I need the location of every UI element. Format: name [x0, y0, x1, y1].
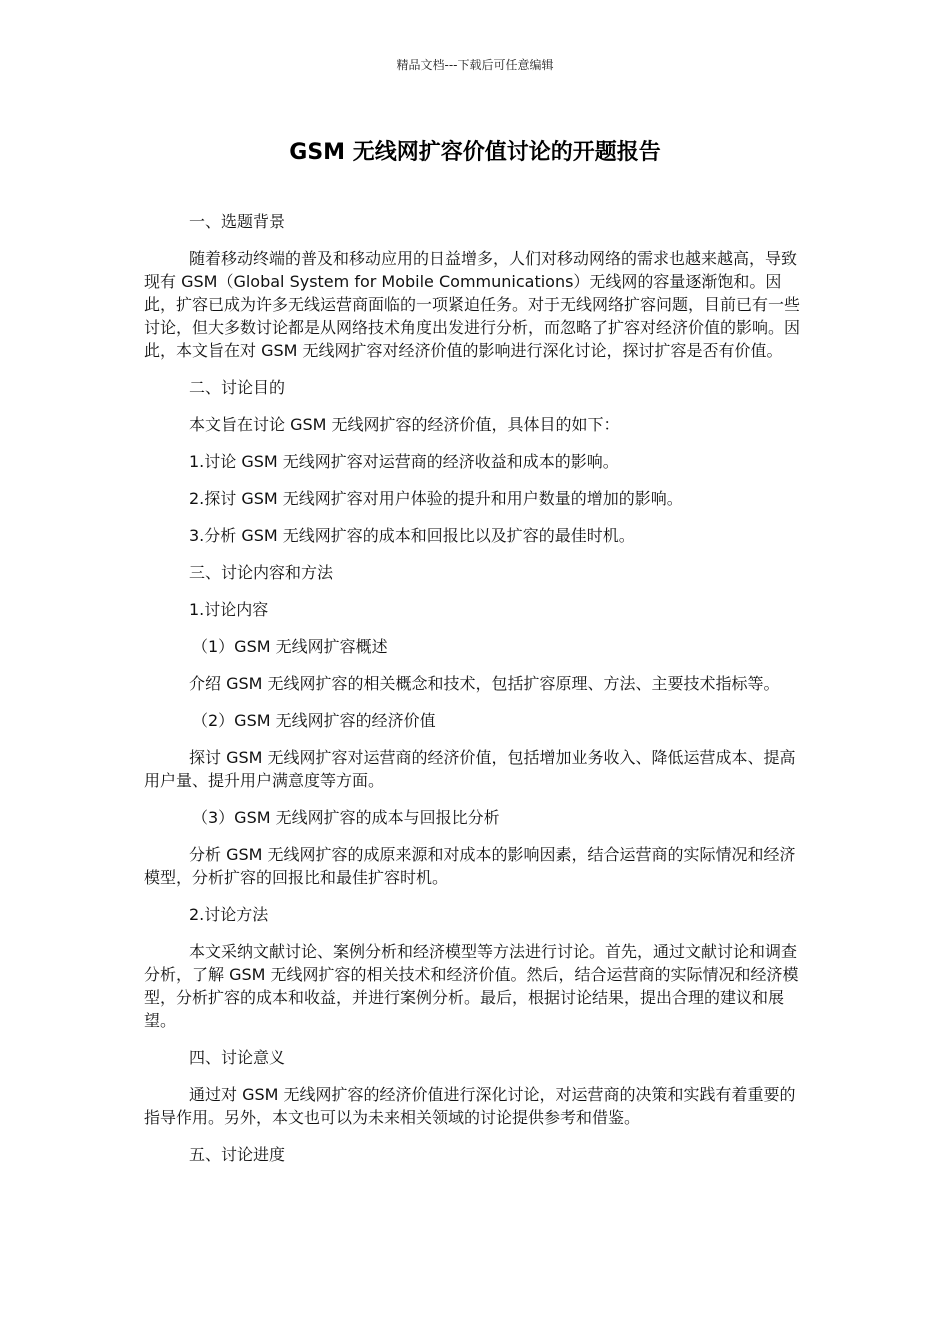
objective-item-3: 3.分析 GSM 无线网扩容的成本和回报比以及扩容的最佳时机。 [189, 526, 635, 545]
section-heading-content-methods: 三、讨论内容和方法 [189, 563, 334, 582]
paragraph-economic-value: 探讨 GSM 无线网扩容对运营商的经济价值，包括增加业务收入、降低运营成本、提高用户量、提升用户满意度等方面。 [144, 748, 796, 790]
paragraph-background: 随着移动终端的普及和移动应用的日益增多，人们对移动网络的需求也越来越高，导致现有 GSM（Global System for Mobile Communications）无线网的容量逐渐饱和。因此，扩容已成为许多无线运营商面临的一项紧迫任务。对于无线网络扩容问题，目前已有一些讨论，但大多数讨论都是从网络技术角度出发进行分析，而忽略了扩容对经济价值的影响。因此，本文旨在对 GSM 无线网扩容对经济价值的影响进行深化讨论，探讨扩容是否有价值。 [144, 249, 801, 360]
objective-item-2: 2.探讨 GSM 无线网扩容对用户体验的提升和用户数量的增加的影响。 [189, 489, 683, 508]
paragraph-overview: 介绍 GSM 无线网扩容的相关概念和技术，包括扩容原理、方法、主要技术指标等。 [189, 674, 780, 693]
subsection-item-overview: （1）GSM 无线网扩容概述 [192, 637, 388, 656]
section-heading-progress: 五、讨论进度 [189, 1145, 286, 1164]
section-heading-significance: 四、讨论意义 [189, 1048, 286, 1067]
subsection-item-economic-value: （2）GSM 无线网扩容的经济价值 [192, 711, 436, 730]
subsection-heading-methods: 2.讨论方法 [189, 905, 269, 924]
paragraph-methods: 本文采纳文献讨论、案例分析和经济模型等方法进行讨论。首先，通过文献讨论和调查分析，了解 GSM 无线网扩容的相关技术和经济价值。然后，结合运营商的实际情况和经济模型，分析扩容的成本和收益，并进行案例分析。最后，根据讨论结果，提出合理的建议和展望。 [144, 942, 799, 1030]
document-title: GSM 无线网扩容价值讨论的开题报告 [289, 140, 661, 165]
paragraph-cost-return: 分析 GSM 无线网扩容的成原来源和对成本的影响因素，结合运营商的实际情况和经济模型，分析扩容的回报比和最佳扩容时机。 [144, 845, 796, 887]
document-body [144, 210, 808, 1180]
section-heading-objectives: 二、讨论目的 [189, 378, 286, 397]
section-heading-background: 一、选题背景 [189, 212, 286, 231]
paragraph-significance: 通过对 GSM 无线网扩容的经济价值进行深化讨论，对运营商的决策和实践有着重要的指导作用。另外，本文也可以为未来相关领域的讨论提供参考和借鉴。 [144, 1085, 796, 1127]
subsection-item-cost-return: （3）GSM 无线网扩容的成本与回报比分析 [192, 808, 500, 827]
page-header: 精品文档---下载后可任意编辑 [396, 58, 554, 72]
subsection-heading-content: 1.讨论内容 [189, 600, 269, 619]
objective-item-1: 1.讨论 GSM 无线网扩容对运营商的经济收益和成本的影响。 [189, 452, 619, 471]
paragraph-objectives-intro: 本文旨在讨论 GSM 无线网扩容的经济价值，具体目的如下： [189, 415, 620, 434]
